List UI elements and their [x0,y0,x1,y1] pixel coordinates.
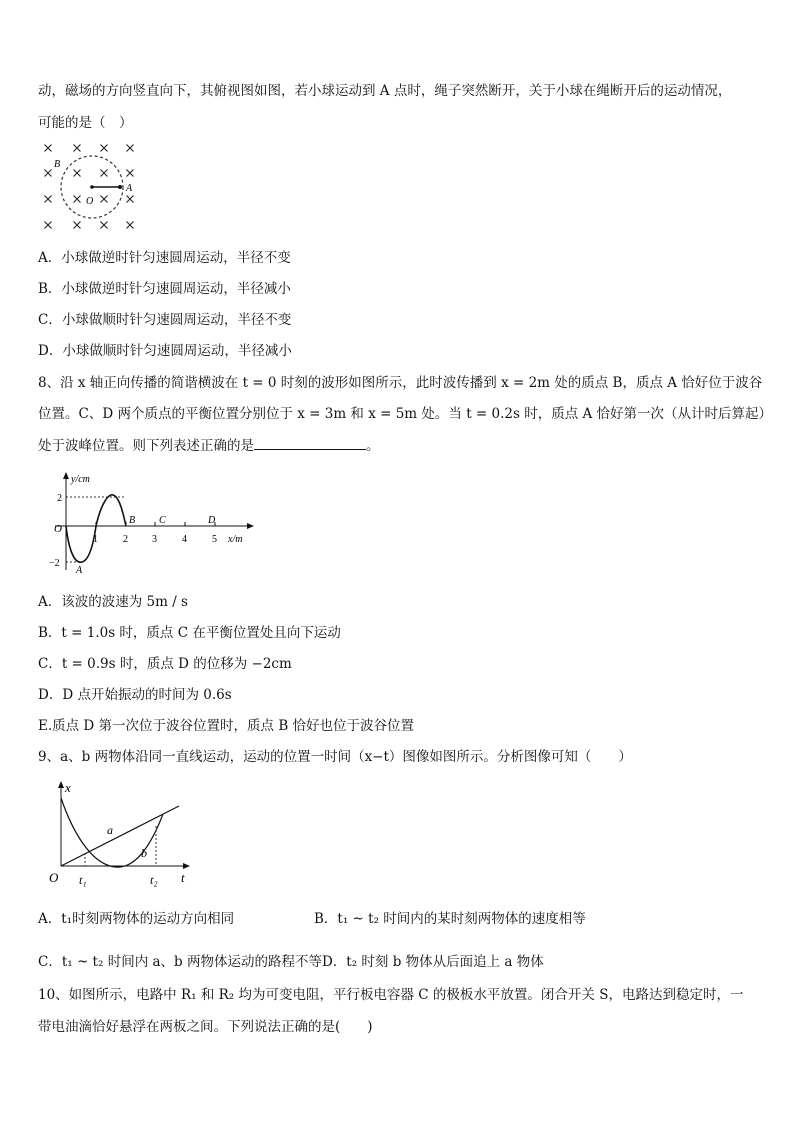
curve-b-label: b [141,846,147,860]
wave-curve [66,495,126,562]
q8-answer-blank[interactable] [254,436,366,450]
field-cross-mark [45,222,52,229]
label-O: O [86,196,94,207]
point-C-label: C [159,515,166,526]
field-cross-mark [101,196,108,203]
q10-stem-line2: 带电油滴恰好悬浮在两板之间。下列说法正确的是( ) [38,1019,373,1035]
x-axis-label: x/m [228,534,243,545]
field-cross-mark [74,170,81,177]
q9-stem: 9、a、b 两物体沿同一直线运动，运动的位置一时间（x−t）图像如图所示。分析图像可知（ ） [38,749,632,765]
q7-stem-line1: 动，磁场的方向竖直向下，其俯视图如图，若小球运动到 A 点时，绳子突然断开，关于小球在绳断开后的运动情况， [38,83,732,99]
label-B: B [54,159,61,170]
x-tick-4: 4 [182,534,187,545]
x-tick-2: 2 [123,534,128,545]
q8-stem-line2: 位置。C、D 两个质点的平衡位置分别位于 x = 3m 和 x = 5m 处。当 t = 0.2s 时，质点 A 恰好第一次（从计时后算起） [38,406,773,422]
t1-label: t₁ [79,873,87,887]
q8-option-e[interactable]: E.质点 D 第一次位于波谷位置时，质点 B 恰好也位于波谷位置 [38,718,415,734]
x-axis-arrow [247,523,254,529]
x-tick-3: 3 [152,534,157,545]
field-cross-mark [74,222,81,229]
field-cross-mark [74,196,81,203]
field-cross-mark [101,170,108,177]
field-cross-mark [45,145,52,152]
q7-stem-line2: 可能的是（ ） [38,115,133,131]
q8-option-b[interactable]: B．t = 1.0s 时，质点 C 在平衡位置处且向下运动 [38,625,341,641]
point-D-label: D [208,515,216,526]
q9-option-b[interactable]: B．t₁ ~ t₂ 时间内的某时刻两物体的速度相等 [314,911,586,927]
field-cross-mark [127,170,134,177]
field-cross-mark [101,222,108,229]
q8-option-a[interactable]: A．该波的波速为 5m / s [38,594,188,610]
q7-option-b[interactable]: B．小球做逆时针匀速圆周运动，半径减小 [38,281,291,297]
q9-option-a[interactable]: A．t₁时刻两物体的运动方向相同 [38,911,235,927]
q8-stem-line3-end: 。 [366,438,380,454]
label-A: A [126,183,133,194]
x-ticks [96,522,215,526]
q10-stem-line1: 10、如图所示，电路中 R₁ 和 R₂ 均为可变电阻，平行板电容器 C 的极板水平放置。闭合开关 S，电路达到稳定时，一 [38,987,744,1003]
ball-point-A [118,185,122,189]
point-B-label: B [129,515,136,526]
field-cross-mark [127,222,134,229]
origin-label: O [54,523,62,535]
t2-label: t₂ [150,873,158,887]
q7-magnetic-field-figure [40,140,140,234]
x-tick-5: 5 [212,534,217,545]
q8-wave-graph [45,470,260,575]
q8-stem-line3-text: 处于波峰位置。则下列表述正确的是 [38,438,254,454]
field-cross-mark [74,145,81,152]
q7-option-d[interactable]: D．小球做顺时针匀速圆周运动，半径减小 [38,343,292,359]
field-cross-mark [45,196,52,203]
origin-label: O [49,870,59,885]
q9-xt-graph [45,778,205,893]
q7-option-c[interactable]: C．小球做顺时针匀速圆周运动，半径不变 [38,312,292,328]
q8-option-c[interactable]: C．t = 0.9s 时，质点 D 的位移为 −2cm [38,656,292,672]
q8-option-d[interactable]: D．D 点开始振动的时间为 0.6s [38,687,232,703]
y-axis-label: y/cm [71,474,90,485]
x-axis-arrow [58,781,64,788]
field-cross-mark [127,196,134,203]
y-axis-arrow [63,472,69,479]
q9-option-cd[interactable]: C．t₁ ~ t₂ 时间内 a、b 两物体运动的路程不等D．t₂ 时刻 b 物体从后面追上 a 物体 [38,954,544,970]
y-tick-2: 2 [57,493,62,504]
x-label: x [65,780,71,795]
t-label: t [181,870,185,885]
field-cross-mark [101,145,108,152]
y-tick-neg2: −2 [49,558,60,569]
field-cross-mark [45,170,52,177]
field-cross-mark [127,145,134,152]
line-a-label: a [107,823,113,837]
q8-stem-line3 [38,436,380,455]
t-axis-arrow [183,863,190,869]
q8-stem-line1: 8、沿 x 轴正向传播的简谐横波在 t = 0 时刻的波形如图所示，此时波传播到 x = 2m 处的质点 B，质点 A 恰好位于波谷 [38,375,763,391]
center-point [90,185,94,189]
point-A-label: A [76,565,83,575]
q7-option-a[interactable]: A．小球做逆时针匀速圆周运动，半径不变 [38,250,291,266]
x-tick-1: 1 [93,534,98,545]
